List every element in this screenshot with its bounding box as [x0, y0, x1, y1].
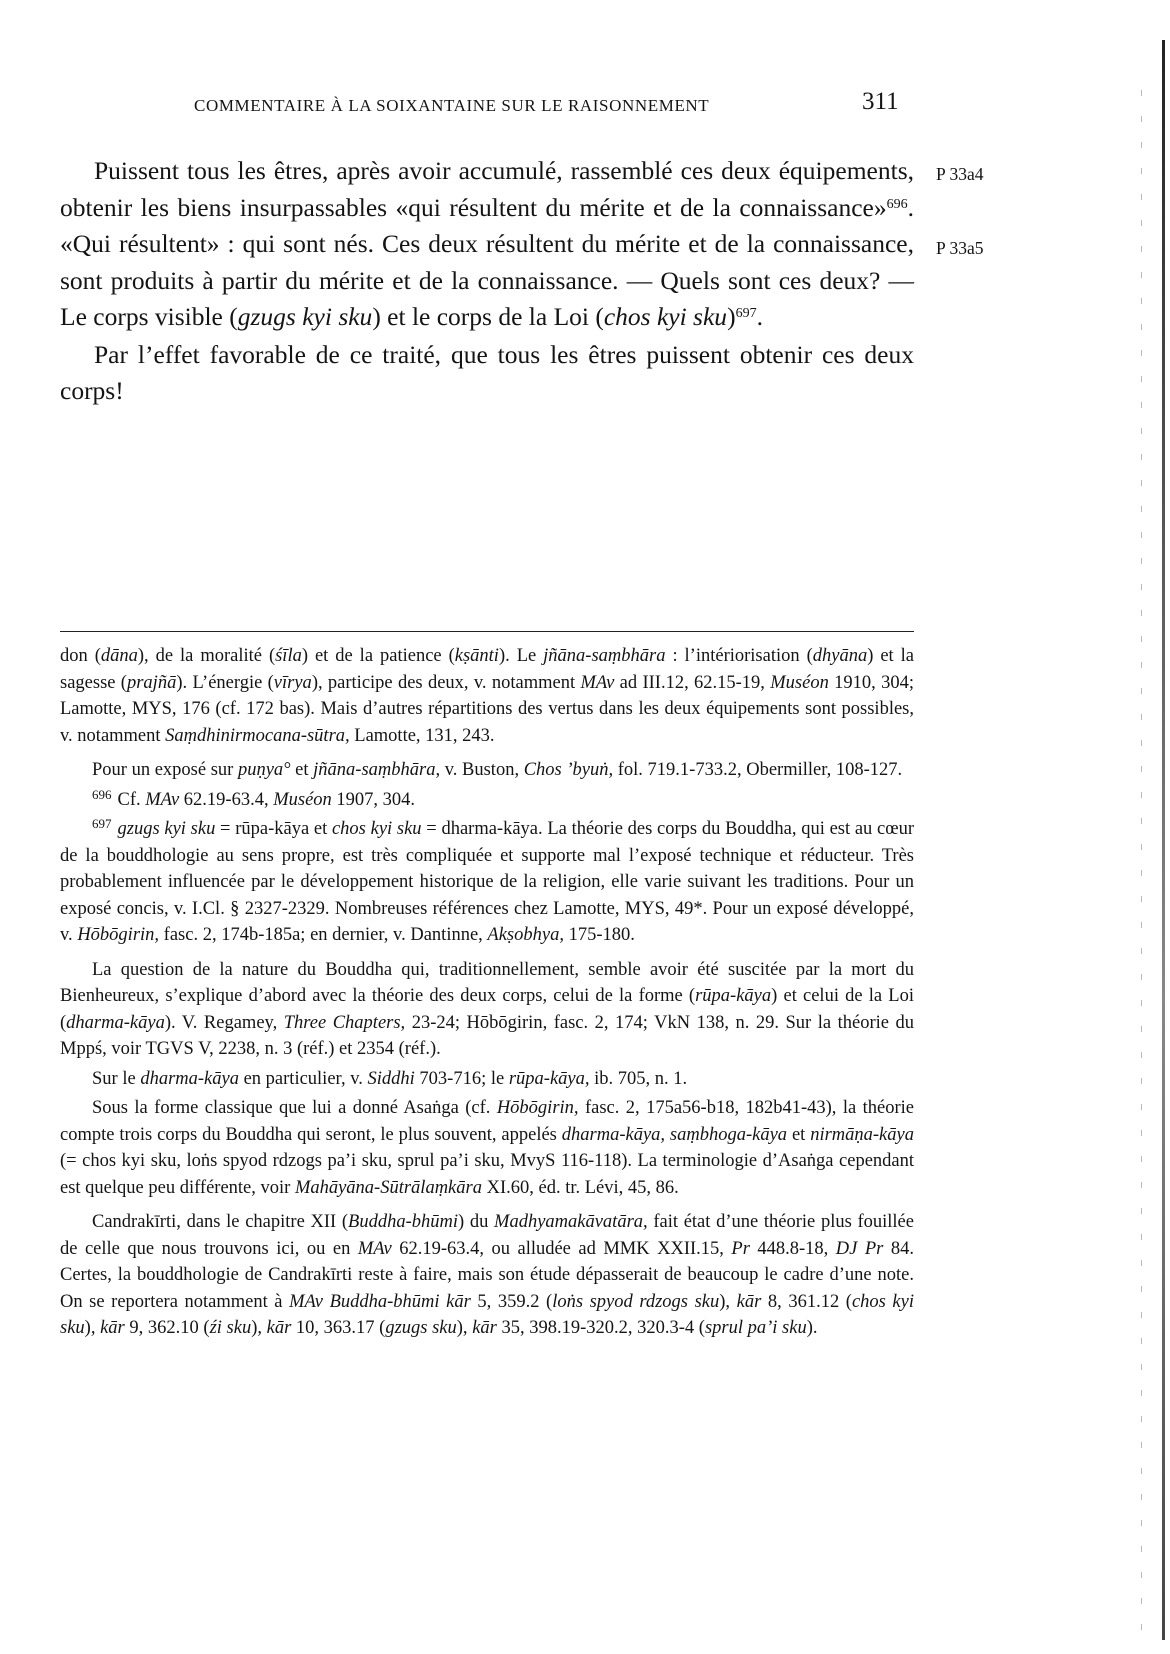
footnote-marker: 697: [735, 306, 757, 321]
footnote-number: 697: [92, 816, 112, 831]
footnote-697: $^{697}$ gzugs kyi sku = rūpa-kāya et chos kyi sku = dharma-kāya. La théorie des corps du Bouddha, qui est au cœur de la bouddhologie au sens propre, est très compliquée et supporte mal l’exposé technique et réducteur. Très probablement influencée par le développement historique de la religion, elle varie suivant les traditions. Pour un exposé concis, v. I.Cl. § 2327-2329. Nombreuses références chez Lamotte, MYS, 49*. Pour un exposé développé, v. Hōbōgirin, fasc. 2, 174b-185a; en dernier, v. Dantinne, Akṣobhya, 175-180.: [60, 816, 915, 945]
page-number: 311: [862, 88, 899, 115]
footnote-continuation: don (dāna), de la moralité (śīla) et de la patience (kṣānti). Le jñāna-saṃbhāra : l’intériorisation (dhyāna) et la sagesse (prajñā). L’énergie (vīrya), participe des deux, v. notamment MAv ad III.12, 62.15-19, Muséon 1910, 304; Lamotte, MYS, 176 (cf. 172 bas). Mais d’autres répartitions des vertus dans les deux équipements sont possibles, v. notamment Saṃdhinirmocana-sūtra, Lamotte, 131, 243.: [60, 646, 915, 746]
footnote-paragraph: Sur le dharma-kāya en particulier, v. Siddhi 703-716; le rūpa-kāya, ib. 705, n. 1.: [92, 1068, 688, 1089]
footnote-paragraph: La question de la nature du Bouddha qui, traditionnellement, semble avoir été suscitée par la mort du Bienheureux, s’explique d’abord avec la théorie des deux corps, celui de la forme (rūpa-kāya) et celui de la Loi (dharma-kāya). V. Regamey, Three Chapters, 23-24; Hōbōgirin, fasc. 2, 174; VkN 138, n. 29. Sur la théorie du Mppś, voir TGVS V, 2238, n. 3 (réf.) et 2354 (réf.).: [60, 959, 915, 1059]
footnote-marker: 696: [886, 196, 908, 212]
footnote-paragraph: Pour un exposé sur puṇya° et jñāna-saṃbhāra, v. Buston, Chos ’byuṅ, fol. 719.1-733.2, Obermiller, 108-127.: [92, 760, 903, 780]
main-text: [60, 153, 914, 410]
footnote-number: 696: [92, 786, 112, 802]
footnote-paragraph: Sous la forme classique que lui a donné Asaṅga (cf. Hōbōgirin, fasc. 2, 175a56-b18, 182b41-43), la théorie compte trois corps du Bouddha qui seront, le plus souvent, appelés dharma-kāya, saṃbhoga-kāya et nirmāṇa-kāya (= chos kyi sku, loṅs spyod rdzogs pa’i sku, sprul pa’i sku, MvyS 116-118). La terminologie d’Asaṅga cependant est quelque peu différente, voir Mahāyāna-Sūtrālaṃkāra XI.60, éd. tr. Lévi, 45, 86.: [60, 1098, 914, 1198]
page-edge: [1162, 40, 1165, 1640]
footnote-paragraph: Candrakīrti, dans le chapitre XII (Buddha-bhūmi) du Madhyamakāvatāra, fait état d’une théorie plus fouillée de celle que nous trouvons ici, ou en MAv 62.19-63.4, ou alludée ad MMK XXII.15, Pr 448.8-18, DJ Pr 84. Certes, la bouddhologie de Candrakīrti reste à faire, mais son étude dépasserait de beaucoup le cadre d’une note. On se reportera notamment à MAv Buddha-bhūmi kār 5, 359.2 (loṅs spyod rdzogs sku), kār 8, 361.12 (chos kyi sku), kār 9, 362.10 (źi sku), kār 10, 363.17 (gzugs sku), kār 35, 398.19-320.2, 320.3-4 (sprul pa’i sku).: [60, 1212, 914, 1338]
margin-reference: P 33a4: [936, 164, 984, 184]
running-title: COMMENTAIRE À LA SOIXANTAINE SUR LE RAISONNEMENT: [194, 96, 710, 115]
main-paragraph: Puissent tous les êtres, après avoir accumulé, rassemblé ces deux équipements, obtenir les biens insurpassables «qui résultent du mérite et de la connaissance»$^{696}$. «Qui résultent» : qui sont nés. Ces deux résultent du mérite et de la connaissance, sont produits à partir du mérite et de la connaissance. — Quels sont ces deux? — Le corps visible (gzugs kyi sku) et le corps de la Loi (chos kyi sku)$^{697}$.: [60, 156, 914, 331]
footnotes: [60, 643, 914, 1342]
main-paragraph: Par l’effet favorable de ce traité, que tous les êtres puissent obtenir ces deux corps!: [60, 339, 914, 405]
scan-artifact: [1141, 90, 1142, 1630]
footnote-separator: [60, 631, 914, 632]
margin-reference: P 33a5: [936, 238, 984, 258]
footnote-696: $^{696}$ Cf. MAv 62.19-63.4, Muséon 1907, 304.: [92, 786, 416, 810]
